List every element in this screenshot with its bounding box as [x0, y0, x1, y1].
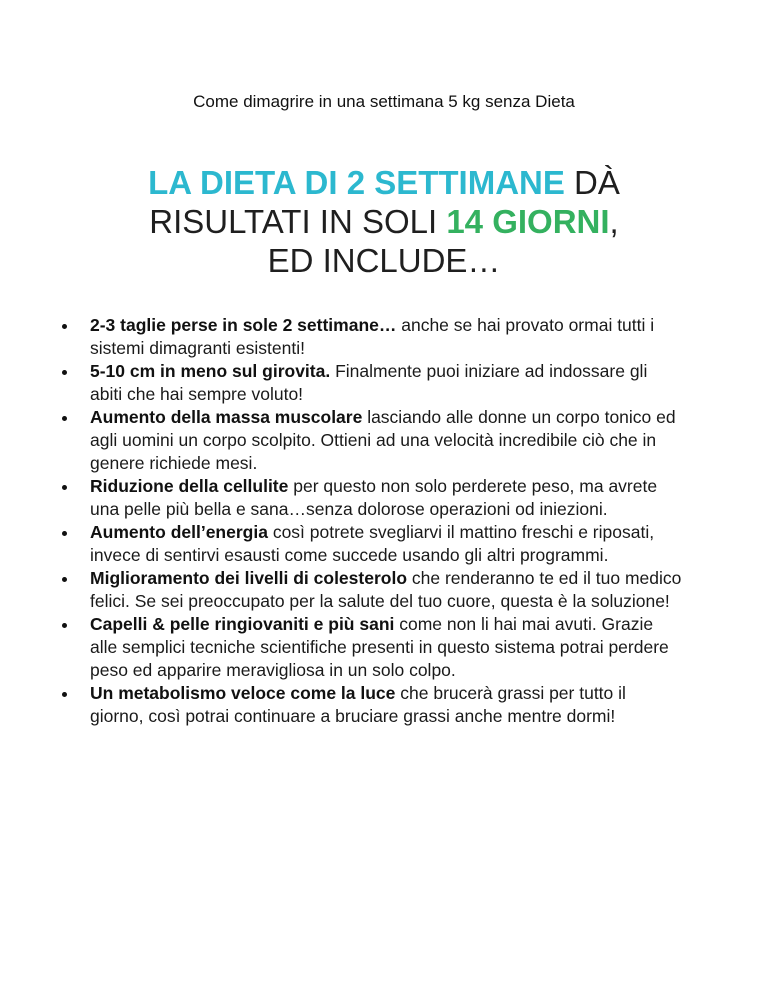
list-item: [62, 314, 682, 360]
list-item: [62, 360, 682, 406]
list-item-text: Finalmente puoi iniziare ad indossare gli abiti che hai sempre voluto!: [90, 361, 648, 404]
list-item-text: così potrete svegliarvi il mattino freschi e riposati, invece di sentirvi esausti come succede usando gli altri programmi.: [90, 522, 655, 565]
headline-line-3: ED INCLUDE…: [267, 242, 501, 279]
bullet-icon: [62, 577, 67, 582]
list-item-bold: 5-10 cm in meno sul girovita.: [90, 361, 331, 381]
list-item-text: anche se hai provato ormai tutti i sistemi dimagranti esistenti!: [90, 315, 655, 358]
list-item: [62, 613, 682, 682]
document-subtitle: Come dimagrire in una settimana 5 kg senza Dieta: [193, 92, 575, 111]
headline-highlight-green: 14 GIORNI: [446, 203, 610, 240]
list-item-bold: Aumento dell’energia: [90, 522, 268, 542]
list-item-text: come non li hai mai avuti. Grazie alle semplici tecniche scientifiche presenti in questo sistema potrai perdere peso ed apparire meravigliosa in un solo colpo.: [90, 614, 669, 680]
list-item: [62, 521, 682, 567]
list-item-text: per questo non solo perderete peso, ma avrete una pelle più bella e sana…senza dolorose operazioni od iniezioni.: [90, 476, 658, 519]
bullet-icon: [62, 692, 67, 697]
bullet-icon: [62, 416, 67, 421]
headline: [0, 163, 768, 280]
bullet-icon: [62, 485, 67, 490]
headline-highlight-blue: LA DIETA DI 2 SETTIMANE: [148, 164, 565, 201]
headline-line-1: [0, 163, 768, 202]
benefits-list: [62, 314, 682, 728]
list-item: [62, 406, 682, 475]
list-item: [62, 682, 682, 728]
list-item: [62, 475, 682, 521]
list-item-text: lasciando alle donne un corpo tonico ed agli uomini un corpo scolpito. Ottieni ad una velocità incredibile ciò che in genere richiede mesi.: [90, 407, 676, 473]
bullet-icon: [62, 531, 67, 536]
list-item-bold: Un metabolismo veloce come la luce: [90, 683, 396, 703]
list-item-bold: Riduzione della cellulite: [90, 476, 289, 496]
headline-line-2: [0, 202, 768, 241]
bullet-icon: [62, 370, 67, 375]
list-item-text: che renderanno te ed il tuo medico felici. Se sei preoccupato per la salute del tuo cuore, questa è la soluzione!: [90, 568, 682, 611]
headline-line-2-rest: ,: [609, 203, 619, 240]
list-item-bold: Capelli & pelle ringiovaniti e più sani: [90, 614, 395, 634]
bullet-icon: [62, 324, 67, 329]
list-item-bold: 2-3 taglie perse in sole 2 settimane…: [90, 315, 397, 335]
headline-line-1-rest: DÀ: [564, 164, 620, 201]
bullet-icon: [62, 623, 67, 628]
list-item-bold: Aumento della massa muscolare: [90, 407, 363, 427]
headline-line-2-text: RISULTATI IN SOLI: [149, 203, 447, 240]
list-item: [62, 567, 682, 613]
list-item-text: che brucerà grassi per tutto il giorno, così potrai continuare a bruciare grassi anche mentre dormi!: [90, 683, 626, 726]
list-item-bold: Miglioramento dei livelli di colesterolo: [90, 568, 408, 588]
